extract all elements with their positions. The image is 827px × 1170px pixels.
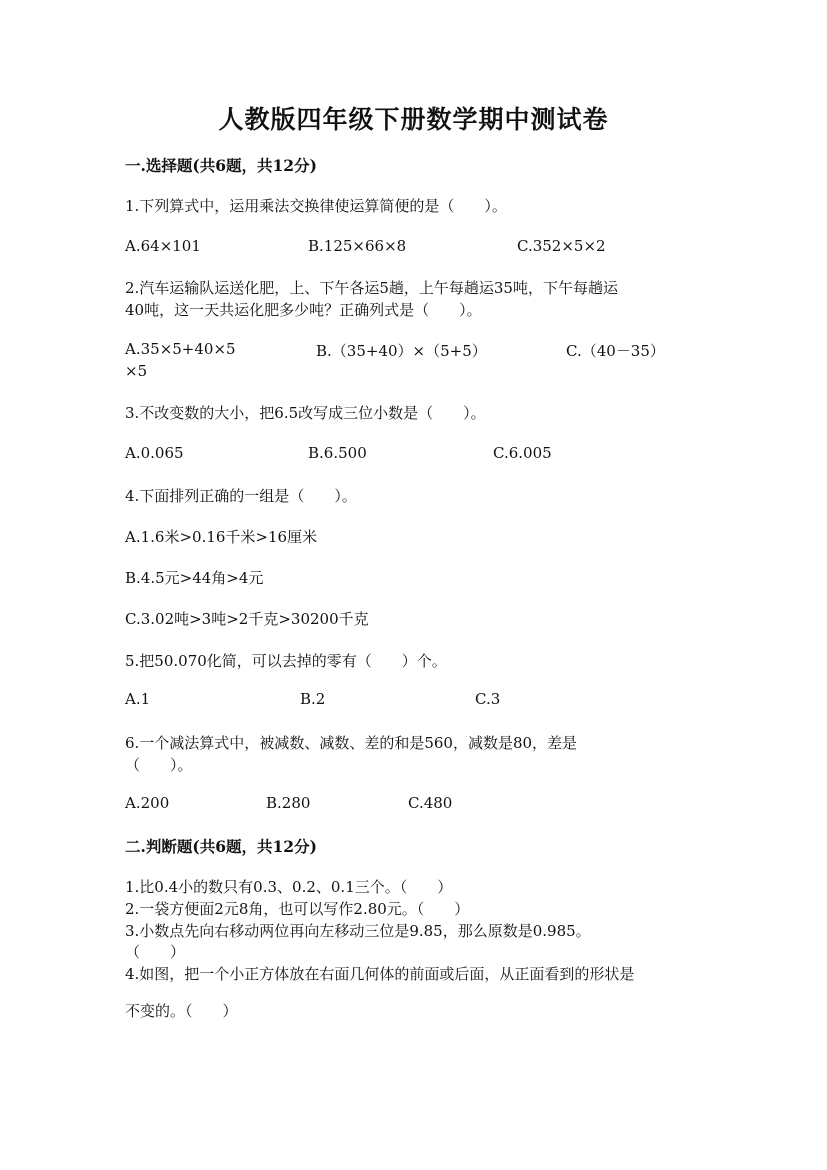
q5-option-c: C.3	[475, 690, 501, 708]
q5-option-a: A.1	[125, 690, 151, 708]
question-6-line-1: 6.一个减法算式中，被减数、减数、差的和是560，减数是80，差是	[125, 734, 578, 752]
q3-option-b: B.6.500	[308, 444, 367, 462]
q1-option-b: B.125×66×8	[308, 237, 407, 255]
q2-option-c-continued: ×5	[125, 362, 148, 380]
q5-option-b: B.2	[300, 690, 326, 708]
q2-option-c: C.（40－35）	[566, 342, 665, 360]
question-5: 5.把50.070化简，可以去掉的零有（ ）个。	[125, 652, 447, 670]
question-6-line-2: （ ）。	[125, 756, 193, 774]
tf-item-2: 2.一袋方便面2元8角，也可以写作2.80元。（ ）	[125, 900, 470, 918]
q1-option-a: A.64×101	[125, 237, 201, 255]
tf-item-1: 1.比0.4小的数只有0.3、0.2、0.1三个。（ ）	[125, 878, 453, 896]
q2-option-b: B.（35+40）×（5+5）	[316, 342, 487, 360]
q6-option-b: B.280	[266, 794, 311, 812]
q4-option-c: C.3.02吨>3吨>2千克>30200千克	[125, 610, 369, 628]
question-2-line-1: 2.汽车运输队运送化肥，上、下午各运5趟，上午每趟运35吨，下午每趟运	[125, 279, 618, 297]
q6-option-a: A.200	[125, 794, 170, 812]
tf-item-4-line-1: 4.如图，把一个小正方体放在右面几何体的前面或后面，从正面看到的形状是	[125, 965, 635, 983]
question-3: 3.不改变数的大小，把6.5改写成三位小数是（ ）。	[125, 404, 486, 422]
tf-item-3: 3.小数点先向右移动两位再向左移动三位是9.85，那么原数是0.985。	[125, 922, 591, 940]
tf-item-4-line-2: 不变的。（ ）	[125, 1002, 238, 1020]
q1-option-c: C.352×5×2	[517, 237, 606, 255]
question-4: 4.下面排列正确的一组是（ ）。	[125, 487, 357, 505]
q6-option-c: C.480	[408, 794, 453, 812]
section-heading-true-false: 二.判断题(共6题，共12分)	[125, 837, 317, 856]
page-title: 人教版四年级下册数学期中测试卷	[218, 105, 609, 134]
q3-option-a: A.0.065	[125, 444, 184, 462]
q4-option-a: A.1.6米>0.16千米>16厘米	[125, 528, 318, 546]
q4-option-b: B.4.5元>44角>4元	[125, 569, 264, 587]
q2-option-a: A.35×5+40×5	[125, 340, 236, 358]
section-heading-choice: 一.选择题(共6题，共12分)	[125, 156, 317, 175]
question-1: 1.下列算式中，运用乘法交换律使运算简便的是（ ）。	[125, 197, 507, 215]
q3-option-c: C.6.005	[493, 444, 552, 462]
tf-item-3-bracket: （ ）	[125, 943, 186, 961]
question-2-line-2: 40吨，这一天共运化肥多少吨？正确列式是（ ）。	[125, 301, 482, 319]
